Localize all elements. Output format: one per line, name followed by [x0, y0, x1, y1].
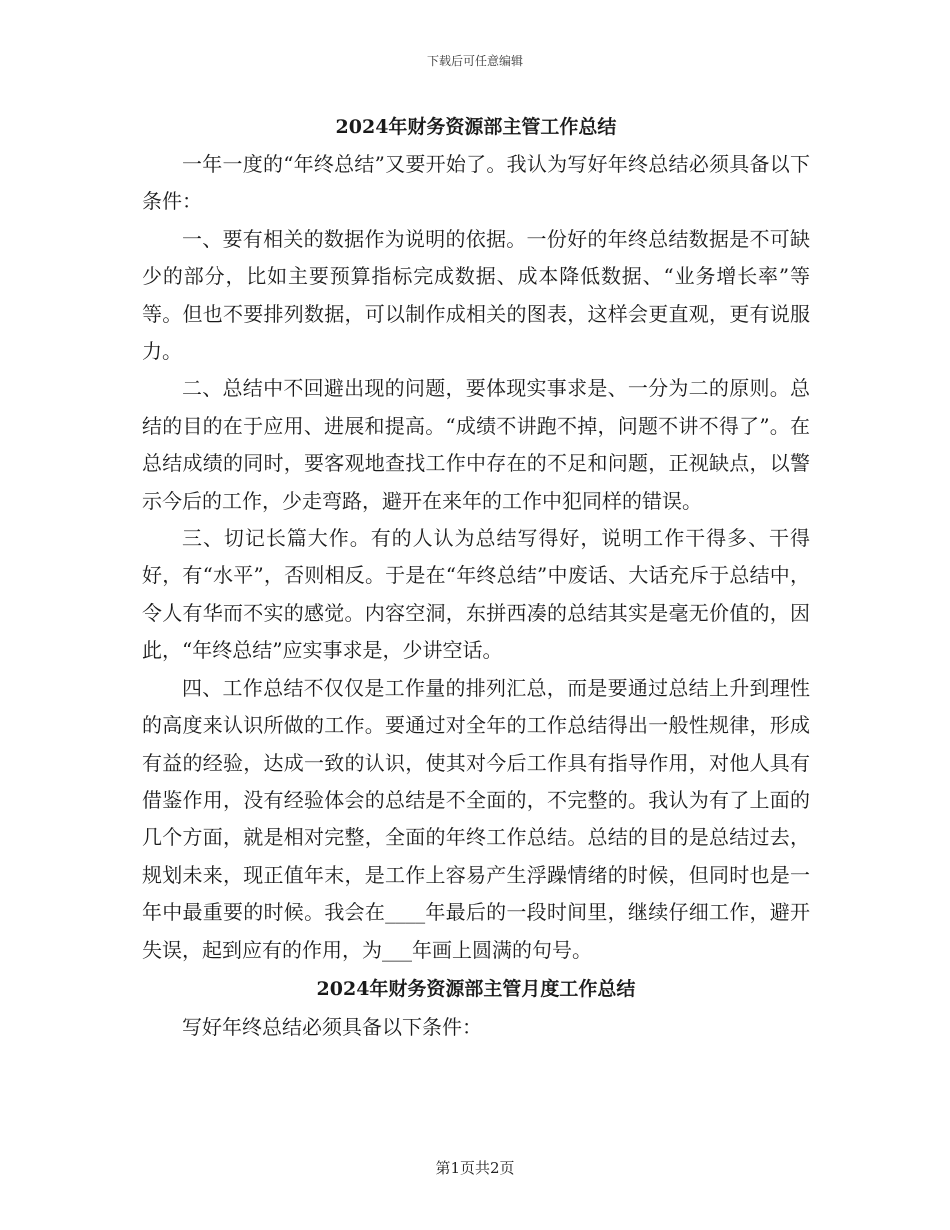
header-note: 下载后可任意编辑	[426, 54, 523, 68]
paragraph-point-3: 三、切记长篇大作。有的人认为总结写得好，说明工作干得多、干得好，有“水平”，否则相反。于是在“年终总结”中废话、大话充斥于总结中，令人有华而不实的感觉。内容空洞，东拼西凑的总结其实是毫无价值的，因此，“年终总结”应实事求是，少讲空话。	[142, 526, 810, 663]
paragraph-point-4: 四、工作总结不仅仅是工作量的排列汇总，而是要通过总结上升到理性的高度来认识所做的工作。要通过对全年的工作总结得出一般性规律，形成有益的经验，达成一致的认识，使其对今后工作具有指导作用，对他人具有借鉴作用，没有经验体会的总结是不全面的，不完整的。我认为有了上面的几个方面，就是相对完整，全面的年终工作总结。总结的目的是总结过去，规划未来，现正值年末，是工作上容易产生浮躁情绪的时候，但同时也是一年中最重要的时候。我会在____年最后的一段时间里，继续仔细工作，避开失误，起到应有的作用，为___年画上圆满的句号。	[142, 675, 810, 962]
paragraph-section-intro: 写好年终总结必须具备以下条件：	[182, 1014, 482, 1039]
section-title: 2024年财务资源部主管月度工作总结	[316, 977, 636, 1000]
document-body	[142, 108, 810, 1046]
page-footer: 第1页共2页	[435, 1159, 515, 1177]
paragraph-point-2: 二、总结中不回避出现的问题，要体现实事求是、一分为二的原则。总结的目的在于应用、进展和提高。“成绩不讲跑不掉，问题不讲不得了”。在总结成绩的同时，要客观地查找工作中存在的不足和问题，正视缺点，以警示今后的工作，少走弯路，避开在来年的工作中犯同样的错误。	[142, 376, 810, 513]
paragraph-point-1: 一、要有相关的数据作为说明的依据。一份好的年终总结数据是不可缺少的部分，比如主要预算指标完成数据、成本降低数据、“业务增长率”等等。但也不要排列数据，可以制作成相关的图表，这样会更直观，更有说服力。	[142, 226, 810, 364]
paragraph-intro: 一年一度的“年终总结”又要开始了。我认为写好年终总结必须具备以下条件：	[142, 152, 810, 214]
document-title: 2024年财务资源部主管工作总结	[335, 116, 617, 138]
